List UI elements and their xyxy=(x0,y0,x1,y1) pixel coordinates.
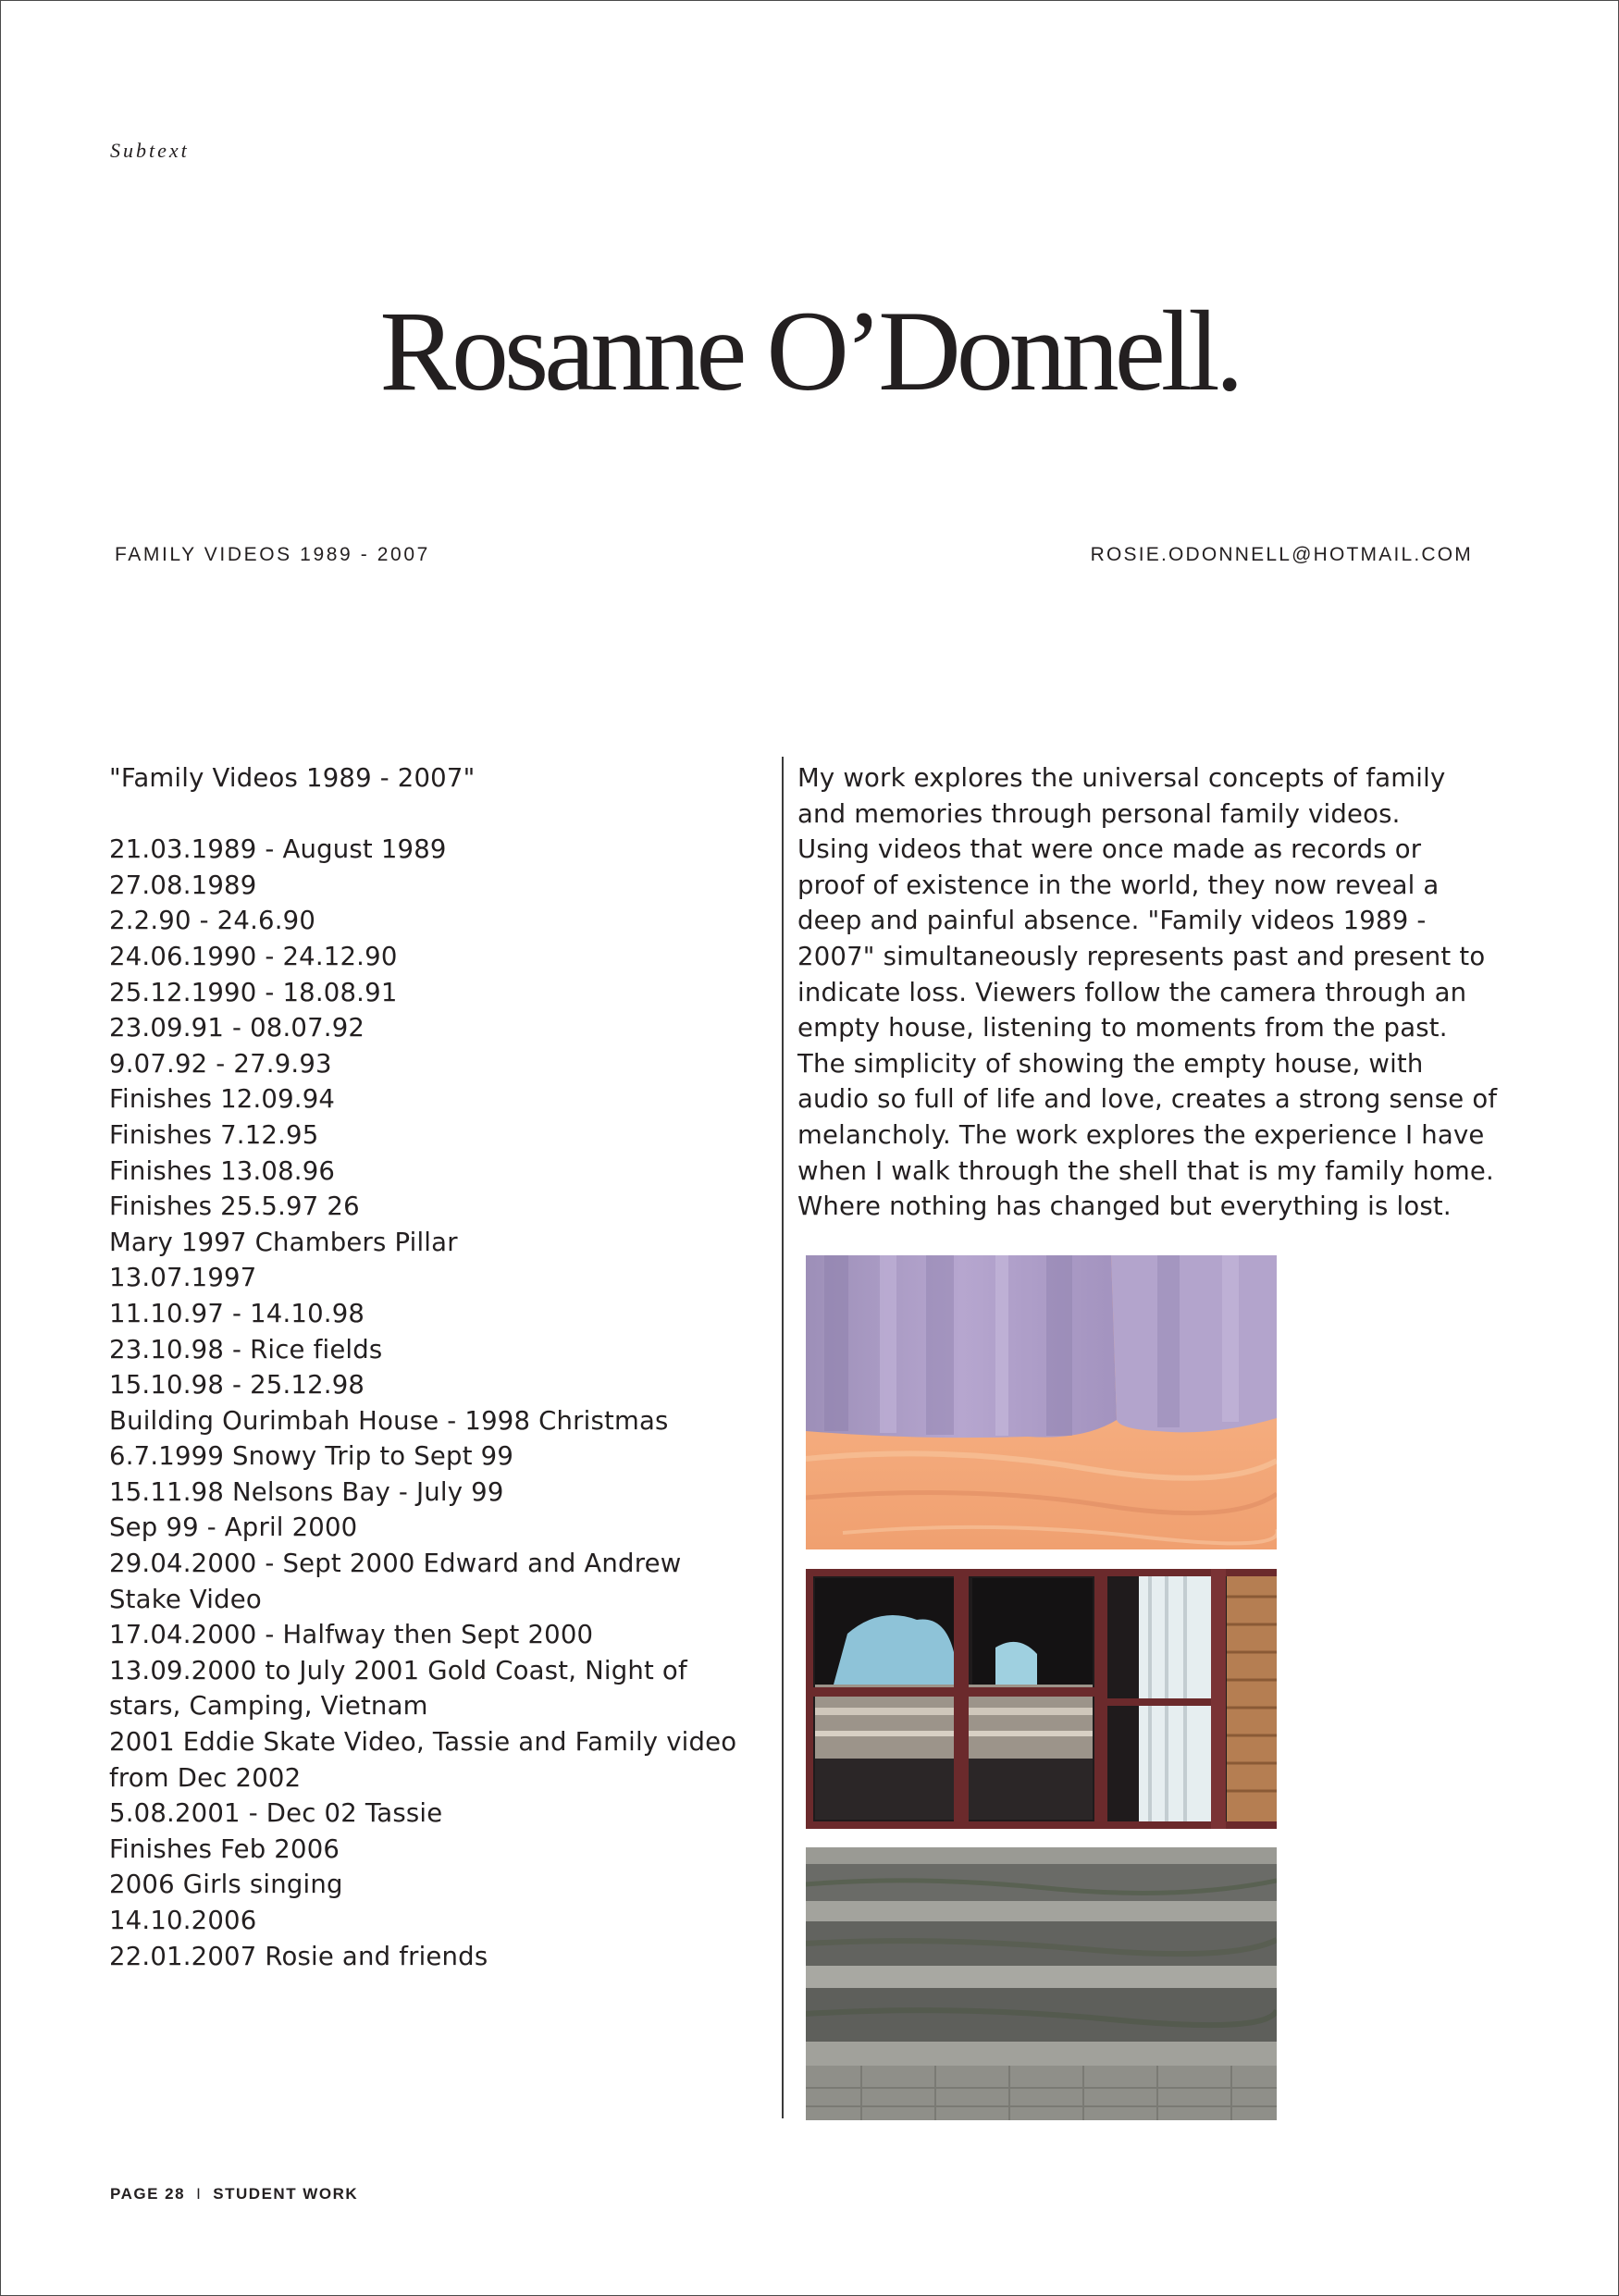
video-list-entry: Building Ourimbah House - 1998 Christmas xyxy=(109,1405,669,1436)
statement-line: audio so full of life and love, creates a strong sense of xyxy=(797,1084,1498,1115)
video-list-entry: 21.03.1989 - August 1989 xyxy=(109,834,447,865)
photo-pillows-image xyxy=(806,1255,1277,1549)
video-list-entry: Finishes 13.08.96 xyxy=(109,1155,336,1186)
video-list-entry: 22.01.2007 Rosie and friends xyxy=(109,1941,488,1971)
video-list-entry: 15.11.98 Nelsons Bay - July 99 xyxy=(109,1476,504,1507)
column-divider xyxy=(782,757,784,2118)
page-footer xyxy=(110,2185,358,2203)
running-head: Subtext xyxy=(110,139,190,162)
video-list-entry: 13.07.1997 xyxy=(109,1263,257,1293)
photo-window-image xyxy=(806,1569,1277,1829)
video-list-entry: 11.10.97 - 14.10.98 xyxy=(109,1298,365,1328)
photo-stairs xyxy=(806,1847,1277,2120)
artist-statement xyxy=(797,760,1498,1225)
video-list-entry: 2.2.90 - 24.6.90 xyxy=(109,906,316,936)
statement-line: indicate loss. Viewers follow the camera through an xyxy=(797,977,1467,1007)
video-list-entry: Finishes 7.12.95 xyxy=(109,1119,319,1150)
video-list-entry: 5.08.2001 - Dec 02 Tassie xyxy=(109,1798,443,1829)
video-list-entry: 23.10.98 - Rice fields xyxy=(109,1334,383,1364)
footer-separator: I xyxy=(196,2185,203,2203)
statement-line: deep and painful absence. "Family videos 1989 - xyxy=(797,906,1427,936)
video-list-entry: 14.10.2006 xyxy=(109,1906,257,1935)
video-list-entry: 29.04.2000 - Sept 2000 Edward and Andrew xyxy=(109,1549,682,1579)
video-list-entry: 23.09.91 - 08.07.92 xyxy=(109,1013,365,1043)
statement-line: and memories through personal family videos. xyxy=(797,798,1401,829)
contact-email: ROSIE.ODONNELL@HOTMAIL.COM xyxy=(1090,544,1473,565)
video-list-entry: 13.09.2000 to July 2001 Gold Coast, Night of xyxy=(109,1655,687,1685)
video-list-entry: Finishes 25.5.97 26 xyxy=(109,1191,360,1222)
video-list-entry: 2001 Eddie Skate Video, Tassie and Family video xyxy=(109,1727,737,1758)
statement-line: Where nothing has changed but everything is lost. xyxy=(797,1191,1452,1222)
project-subheading: FAMILY VIDEOS 1989 - 2007 xyxy=(115,544,430,565)
statement-line: melancholy. The work explores the experience I have xyxy=(797,1119,1485,1150)
statement-line: The simplicity of showing the empty house, with xyxy=(797,1048,1424,1079)
statement-line: My work explores the universal concepts of family xyxy=(797,763,1446,793)
video-list-entry: 27.08.1989 xyxy=(109,870,257,900)
video-list-entry: 15.10.98 - 25.12.98 xyxy=(109,1370,365,1401)
statement-line: proof of existence in the world, they now reveal a xyxy=(797,870,1440,900)
video-list-entry: Sep 99 - April 2000 xyxy=(109,1512,358,1543)
page-number: PAGE 28 xyxy=(110,2185,186,2203)
video-list-entry: 24.06.1990 - 24.12.90 xyxy=(109,941,398,971)
video-list-entry: 9.07.92 - 27.9.93 xyxy=(109,1048,332,1079)
photo-pillows xyxy=(806,1255,1277,1549)
video-list-entry: 2006 Girls singing xyxy=(109,1870,343,1900)
video-list-entry: Finishes 12.09.94 xyxy=(109,1084,336,1115)
video-list-entry: 6.7.1999 Snowy Trip to Sept 99 xyxy=(109,1441,514,1472)
statement-line: when I walk through the shell that is my family home. xyxy=(797,1155,1494,1186)
video-list-entry: 25.12.1990 - 18.08.91 xyxy=(109,977,398,1007)
video-list-entry: stars, Camping, Vietnam xyxy=(109,1691,428,1722)
photo-window xyxy=(806,1569,1277,1829)
video-list-entry: Stake Video xyxy=(109,1584,262,1614)
video-list-entry: from Dec 2002 xyxy=(109,1762,302,1793)
video-list xyxy=(109,760,757,1974)
photo-stairs-image xyxy=(806,1847,1277,2120)
page-title: Rosanne O’Donnell. xyxy=(379,288,1240,414)
video-list-title: "Family Videos 1989 - 2007" xyxy=(109,763,476,793)
video-list-entry: 17.04.2000 - Halfway then Sept 2000 xyxy=(109,1620,594,1650)
video-list-entry: Mary 1997 Chambers Pillar xyxy=(109,1227,458,1257)
statement-line: empty house, listening to moments from the past. xyxy=(797,1013,1448,1043)
section-name: STUDENT WORK xyxy=(213,2185,359,2203)
statement-line: Using videos that were once made as records or xyxy=(797,834,1422,865)
video-list-entry: Finishes Feb 2006 xyxy=(109,1833,340,1864)
statement-line: 2007" simultaneously represents past and present to xyxy=(797,941,1486,971)
